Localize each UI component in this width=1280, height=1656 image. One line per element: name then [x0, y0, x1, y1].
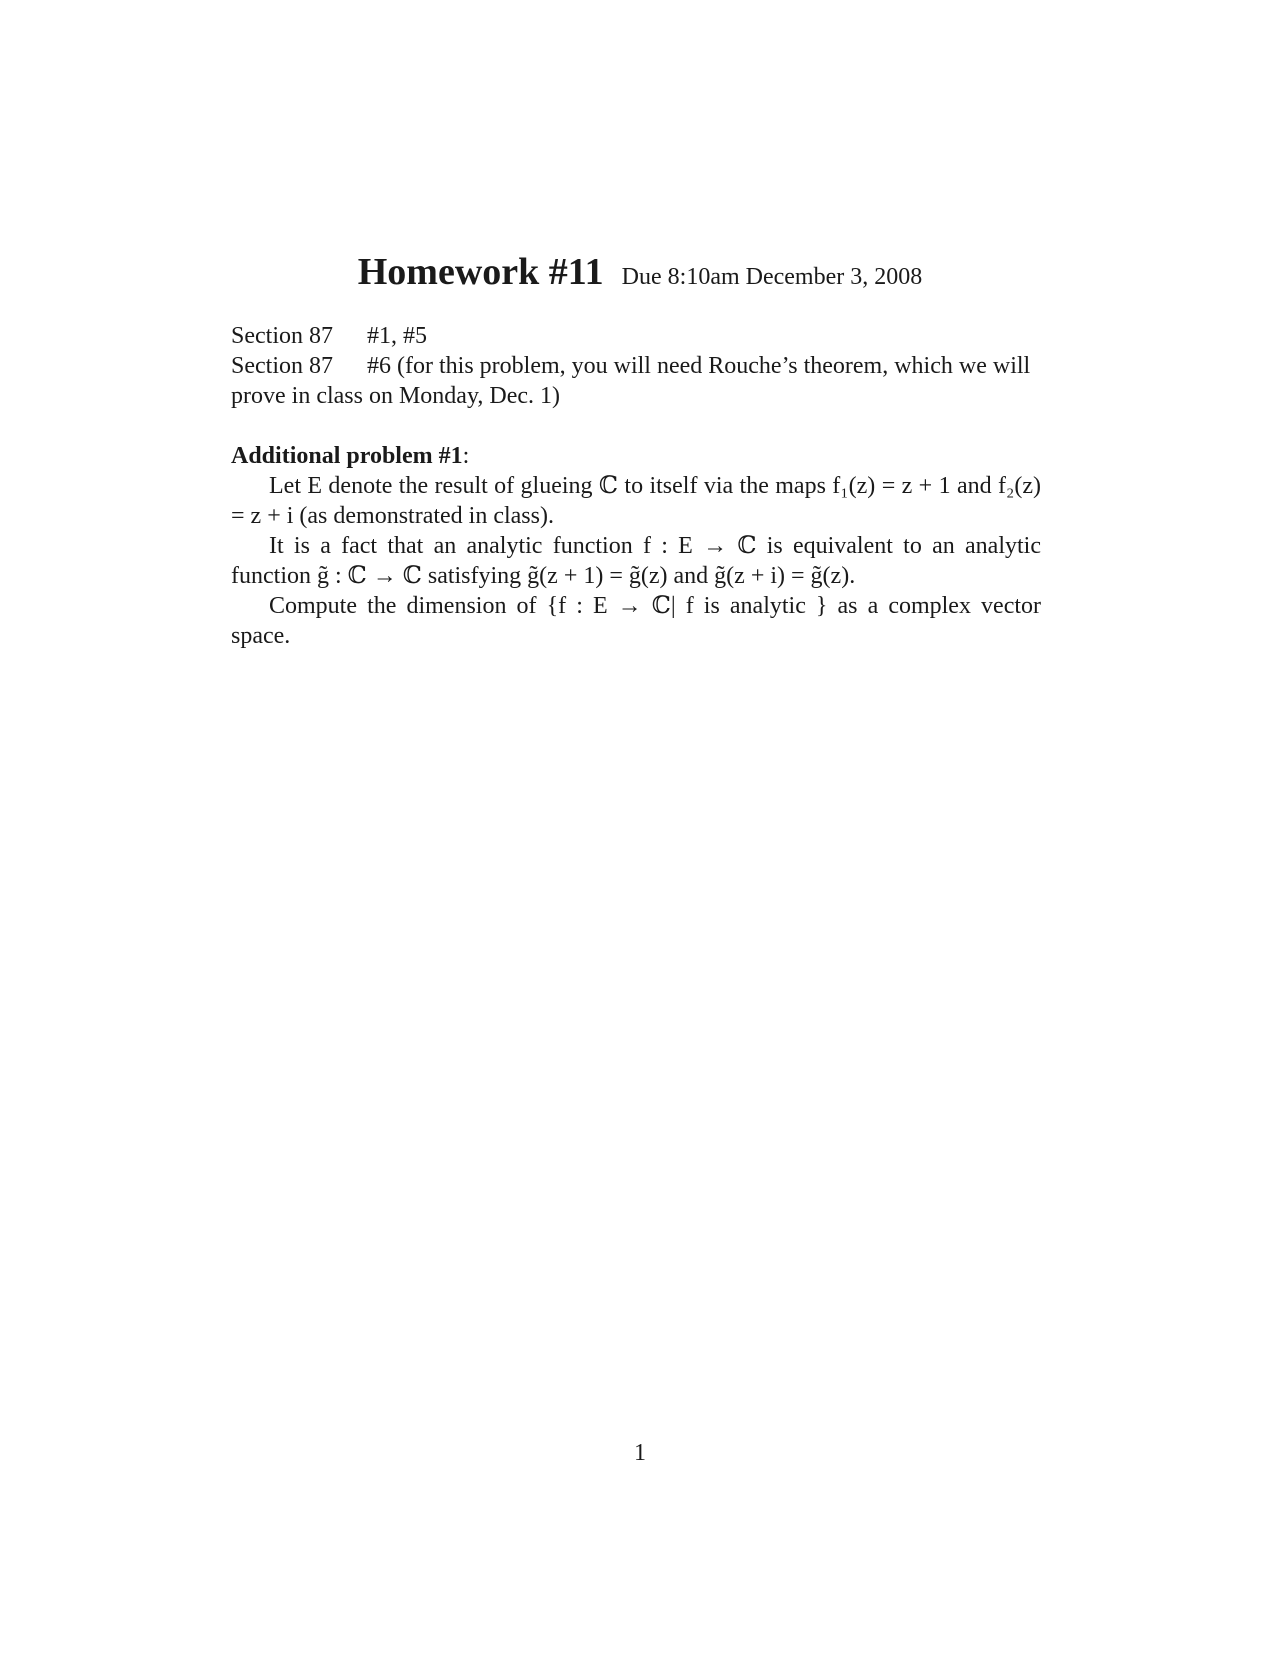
- section-list: [231, 321, 1041, 411]
- section-problems: #1, #5: [367, 323, 427, 349]
- title-line: [0, 250, 1280, 294]
- section-label: Section 87: [231, 353, 333, 379]
- page-number: 1: [634, 1440, 646, 1466]
- due-date: Due 8:10am December 3, 2008: [621, 264, 923, 290]
- section-row: [231, 321, 1041, 351]
- section-problems: #6 (for this problem, you will need Rouche’s theorem, which we will prove in class on Monday, Dec. 1): [231, 353, 1031, 409]
- paragraph: Compute the dimension of {f : E → ℂ| f is analytic } as a complex vector space.: [231, 593, 1041, 649]
- section-row: [231, 351, 1041, 411]
- page-title: Homework #11: [357, 251, 604, 293]
- paragraph: It is a fact that an analytic function f : E → ℂ is equivalent to an analytic function g̃ : ℂ → ℂ satisfying g̃(z + 1) = g̃(z) and g̃(z + i) = g̃(z).: [231, 533, 1041, 589]
- additional-problem: [231, 441, 1041, 651]
- additional-heading-colon: :: [462, 443, 470, 469]
- paragraph: Let E denote the result of glueing ℂ to itself via the maps f₁(z) = z + 1 and f₂(z) = z + i (as demonstrated in class).: [231, 473, 1041, 529]
- additional-heading: Additional problem #1: [231, 443, 463, 469]
- additional-heading-line: [231, 441, 1041, 471]
- section-label: Section 87: [231, 323, 333, 349]
